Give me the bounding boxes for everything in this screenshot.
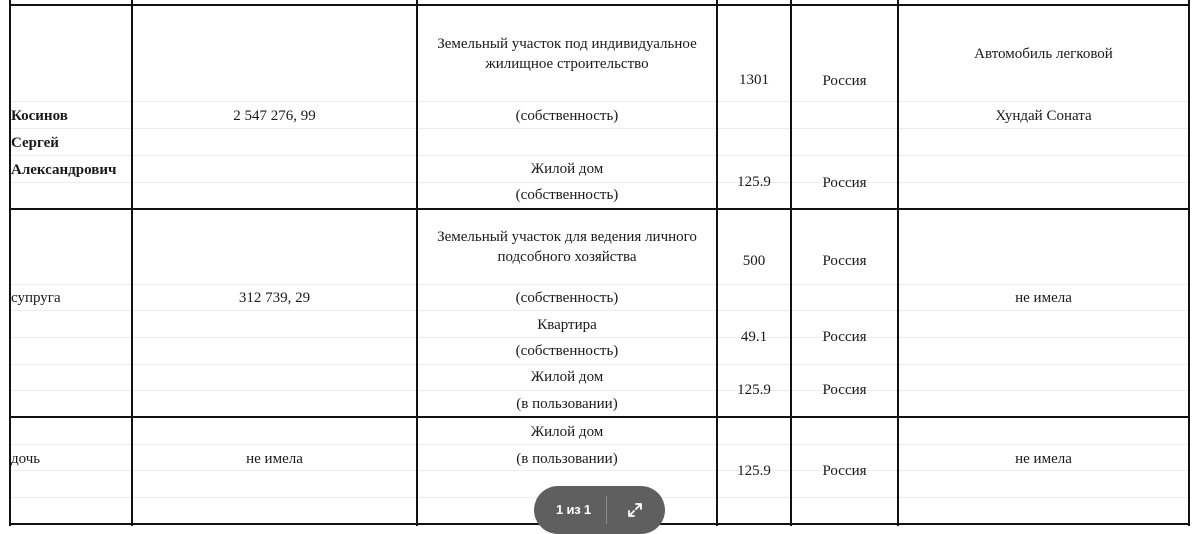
person-name-line: Сергей bbox=[11, 135, 59, 151]
page-control bbox=[534, 486, 665, 534]
table-border bbox=[131, 0, 133, 526]
property-area: 500 bbox=[742, 253, 766, 269]
page-counter: 1 из 1 bbox=[556, 502, 591, 517]
property-type: Земельный участок для ведения личного подсобного хозяйства bbox=[437, 229, 697, 265]
property-ownership: (собственность) bbox=[515, 290, 619, 306]
income-value: не имела bbox=[246, 451, 303, 467]
property-type: Жилой дом bbox=[530, 424, 604, 440]
vehicle-line: Хундай Соната bbox=[995, 108, 1092, 124]
vehicle-value: не имела bbox=[1015, 290, 1072, 306]
row-line bbox=[10, 444, 1190, 445]
property-type: Земельный участок под индивидуальное жилищное строительство bbox=[437, 36, 697, 72]
property-country: Россия bbox=[822, 329, 867, 345]
expand-icon bbox=[627, 502, 643, 518]
property-area: 1301 bbox=[739, 72, 769, 88]
table-border bbox=[9, 208, 1190, 210]
property-country: Россия bbox=[822, 382, 867, 398]
property-area: 125.9 bbox=[737, 174, 771, 190]
row-line bbox=[10, 390, 1190, 391]
property-country: Россия bbox=[822, 463, 867, 479]
table-border bbox=[897, 0, 899, 526]
expand-button[interactable] bbox=[616, 492, 656, 528]
pager-divider bbox=[606, 496, 607, 524]
property-country: Россия bbox=[822, 253, 867, 269]
table-border bbox=[9, 416, 1190, 418]
table-border bbox=[1188, 0, 1190, 526]
row-line bbox=[10, 364, 1190, 365]
income-value: 2 547 276, 99 bbox=[233, 108, 316, 124]
person-name-line: Косинов bbox=[11, 108, 68, 124]
vehicle-line: Автомобиль легковой bbox=[974, 46, 1113, 62]
row-line bbox=[10, 182, 1190, 183]
property-ownership: (собственность) bbox=[515, 108, 619, 124]
vehicle-value: не имела bbox=[1015, 451, 1072, 467]
property-ownership: (собственность) bbox=[515, 343, 619, 359]
property-type: Жилой дом bbox=[530, 369, 604, 385]
row-line bbox=[10, 337, 1190, 338]
row-line bbox=[10, 101, 1190, 102]
property-area: 125.9 bbox=[737, 382, 771, 398]
property-country: Россия bbox=[822, 73, 867, 89]
row-line bbox=[10, 128, 1190, 129]
row-line bbox=[10, 284, 1190, 285]
row-line bbox=[10, 310, 1190, 311]
property-ownership: (в пользовании) bbox=[516, 451, 618, 467]
property-country: Россия bbox=[822, 175, 867, 191]
person-name: супруга bbox=[11, 290, 61, 306]
table-border bbox=[9, 4, 1190, 6]
table-border bbox=[9, 0, 11, 526]
person-name-line: Александрович bbox=[11, 162, 117, 178]
property-ownership: (в пользовании) bbox=[516, 396, 618, 412]
row-line bbox=[10, 470, 1190, 471]
row-line bbox=[10, 155, 1190, 156]
property-type: Квартира bbox=[537, 317, 597, 333]
property-area: 125.9 bbox=[737, 463, 771, 479]
income-value: 312 739, 29 bbox=[238, 290, 311, 306]
property-type: Жилой дом bbox=[530, 161, 604, 177]
property-area: 49.1 bbox=[740, 329, 768, 345]
property-ownership: (собственность) bbox=[515, 187, 619, 203]
person-name: дочь bbox=[11, 451, 41, 467]
